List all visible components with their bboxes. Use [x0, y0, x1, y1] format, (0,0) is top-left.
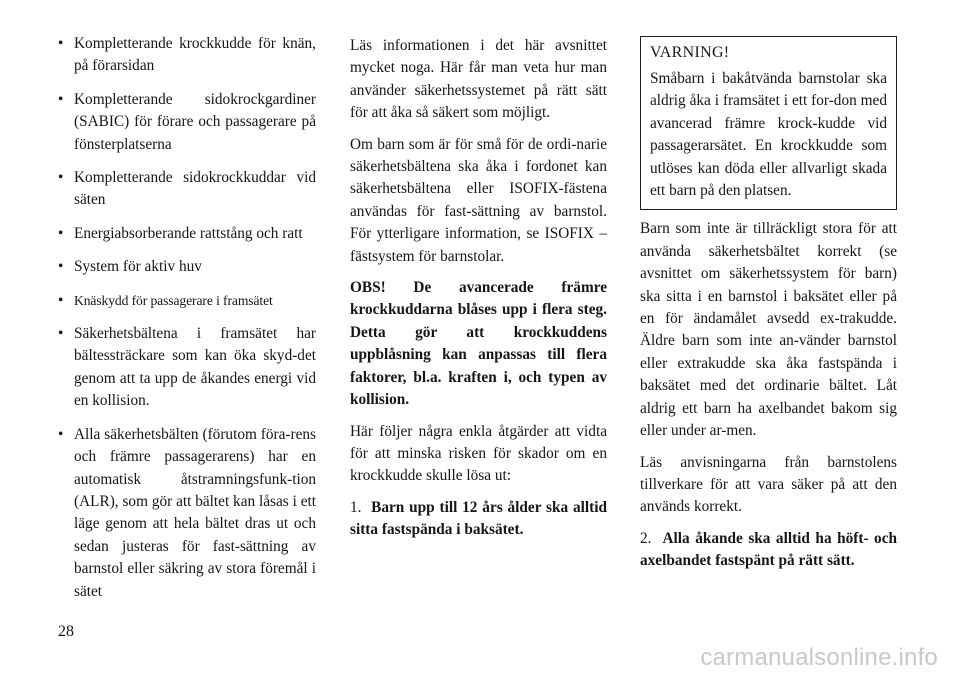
page-number: 28	[58, 623, 74, 640]
watermark: carmanualsonline.info	[700, 644, 938, 671]
step-2	[640, 528, 897, 573]
list-item: • Energiabsorberande rattstång och ratt	[58, 223, 316, 245]
measures-paragraph: Här följer några enkla åtgärder att vidta för att minska risken för skador om en krockkudde skulle lösa ut:	[350, 422, 607, 485]
warning-box	[640, 36, 897, 210]
bullet-icon: •	[58, 291, 64, 309]
bullet-icon: •	[58, 425, 64, 443]
list-item: • Alla säkerhetsbälten (förutom föra-rens och främre passagerarens) har en automatisk åtstramningsfunk-tion (ALR), som gör att bältet kan låsas i ett läge genom att hela bältet dras ut och sedan justeras för fast-sättning av barnstol eller säkring av stora föremål i sätet	[58, 425, 316, 600]
warning-text: Småbarn i bakåtvända barnstolar ska aldrig åka i framsätet i ett for-don med avancerad främre krock-kudde vid passagerarsätet. En krockkudde som utlöses kan döda eller allvarligt skada ett barn på den platsen.	[650, 70, 887, 200]
warning-title: VARNING!	[650, 44, 730, 61]
bullet-icon: •	[58, 169, 64, 187]
bullet-icon: •	[58, 35, 64, 52]
step-number: 1.	[350, 498, 362, 516]
list-item: • Kompletterande sidokrockkuddar vid säten	[58, 169, 316, 209]
list-item: • Kompletterande sidokrockgardiner (SABIC) för förare och passagerare på fönsterplatserna	[58, 90, 316, 153]
list-item: • Kompletterande krockkudde för knän, på förarsidan	[58, 35, 316, 75]
feature-list	[58, 33, 316, 603]
column-right	[640, 36, 897, 582]
manufacturer-paragraph: Läs anvisningarna från barnstolens tillverkare för att vara säker på att den används korrekt.	[640, 453, 897, 516]
column-middle	[350, 35, 607, 551]
column-left	[58, 33, 316, 614]
bullet-icon: •	[58, 325, 64, 343]
step-text: Alla åkande ska alltid ha höft- och axelbandet fastspänt på rätt sätt.	[640, 529, 897, 570]
step-1	[350, 497, 607, 542]
list-item: • Knäskydd för passagerare i framsätet	[58, 290, 316, 312]
step-text: Barn upp till 12 års ålder ska alltid sitta fastspända i baksätet.	[350, 498, 607, 539]
list-item: • Säkerhetsbältena i framsätet har bältessträckare som kan öka skyd-det genom att ta upp de åkandes energi vid en kollision.	[58, 325, 316, 410]
airbag-note: OBS! De avancerade främre krockkuddarna blåses upp i flera steg. Detta gör att krockkuddens uppblåsning kan anpassas till flera faktorer, bl.a. kraften i, och typen av kollision.	[350, 279, 607, 409]
child-size-paragraph: Barn som inte är tillräckligt stora för att använda säkerhetsbältet korrekt (se avsnittet om säkerhetssystem för barn) ska sitta i en barnstol i baksätet eller på en för ändamålet avsedd ex-trakudde. Äldre barn som inte an-vänder barnstol eller extrakudde ska åka fastspända i baksätet med det ordinarie bältet. Låt aldrig ett barn ha axelbandet bakom sig eller under ar-men.	[640, 220, 897, 440]
bullet-icon: •	[58, 90, 64, 108]
step-number: 2.	[640, 529, 652, 547]
child-seat-paragraph: Om barn som är för små för de ordi-narie säkerhetsbältena ska åka i fordonet kan säkerhetsbältena eller ISOFIX-fästena användas för fast-sättning av barnstol. För ytterligare information, se ISOFIX – fästsystem för barnstolar.	[350, 135, 607, 265]
intro-paragraph: Läs informationen i det här avsnittet mycket noga. Här får man veta hur man använder säkerhetssystemet på rätt sätt för att åka så säkert som möjligt.	[350, 37, 607, 122]
bullet-icon: •	[58, 224, 64, 242]
bullet-icon: •	[58, 258, 64, 276]
list-item: • System för aktiv huv	[58, 256, 316, 278]
